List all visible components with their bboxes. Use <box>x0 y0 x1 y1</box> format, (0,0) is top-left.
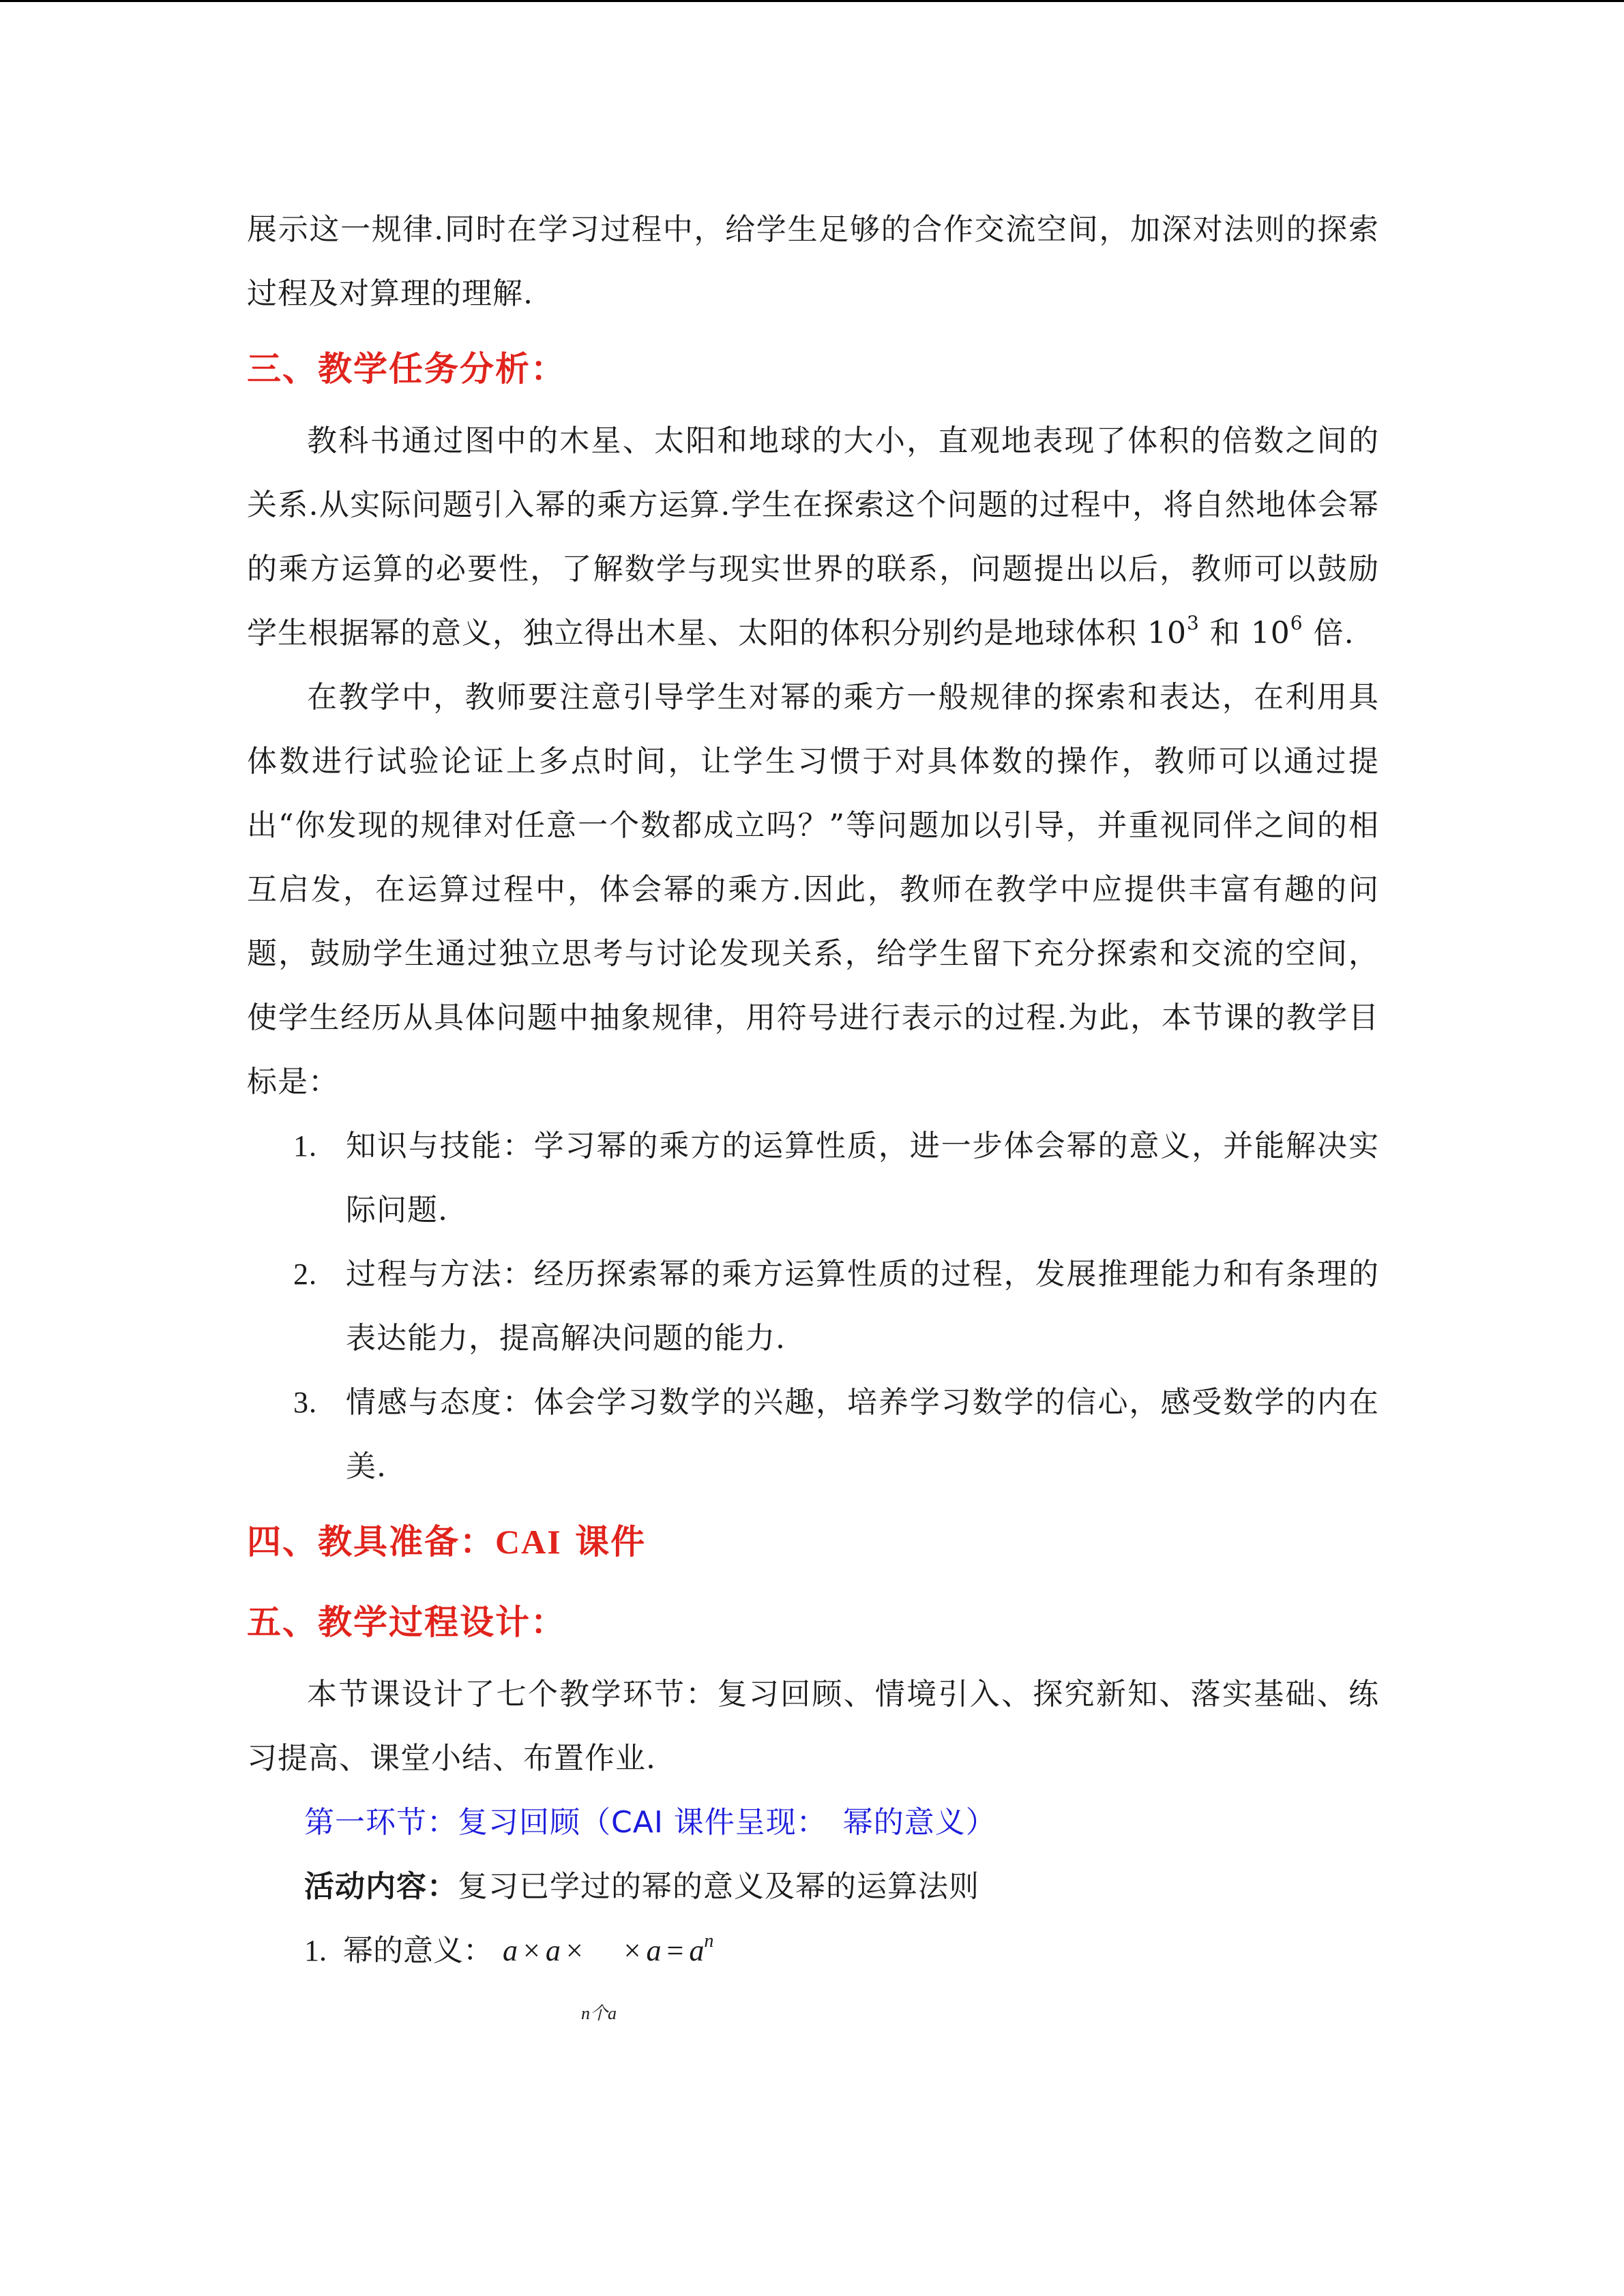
list-item <box>247 1242 1379 1371</box>
math-var: a <box>545 1934 561 1967</box>
heading-text: 课件 <box>561 1522 647 1562</box>
paragraph-text: 倍. <box>1303 616 1355 651</box>
list-item <box>247 1371 1379 1499</box>
power-base: 10 <box>1250 616 1290 651</box>
section-heading-task-analysis: 三、教学任务分析： <box>247 349 566 389</box>
teaching-goals-list <box>247 1114 1379 1499</box>
paragraph-text: 教科书通过图中的木星、太阳和地球的大小，直观地表现了体积的倍数之间的关系.从实际问题引入幂的乘方运算.学生在探索这个问题的过程中，将自然地体会幂的乘方运算的必要性，了解数学与现实世界的联系，问题提出以后，教师可以鼓励学生根据幂的意义，独立得出木星、太阳的体积分别约是地球体积 <box>247 423 1379 651</box>
power-base: 10 <box>1147 616 1187 651</box>
power-definition-formula <box>247 1919 1379 2028</box>
continued-paragraph: 展示这一规律.同时在学习过程中，给学生足够的合作交流空间，加深对法则的探索过程及对算理的理解. <box>247 212 1379 311</box>
math-var: a <box>689 1934 705 1967</box>
top-border-rule <box>0 0 1624 2</box>
stage-one-heading: 第一环节：复习回顾（CAI 课件呈现： 幂的意义） <box>304 1805 996 1840</box>
math-operator: × <box>523 1934 540 1967</box>
document-page <box>247 198 1379 2028</box>
power-exponent: 6 <box>1290 612 1303 635</box>
formula-number: 1. <box>304 1934 327 1967</box>
heading-text: 四、教具准备： <box>247 1522 495 1562</box>
heading-latin-text: CAI <box>495 1523 562 1561</box>
power-exponent: 3 <box>1186 612 1200 635</box>
list-item-number: 3. <box>293 1386 317 1419</box>
list-item <box>247 1114 1379 1242</box>
underbrace-label: n个a <box>581 2003 617 2023</box>
paragraph-text: 和 <box>1199 616 1251 651</box>
math-operator: × <box>565 1934 583 1967</box>
list-item-text: 知识与技能：学习幂的乘方的运算性质，进一步体会幂的意义，并能解决实际问题. <box>346 1129 1379 1227</box>
math-operator: = <box>666 1934 684 1967</box>
activity-label: 活动内容： <box>304 1869 458 1904</box>
activity-text: 复习已学过的幂的意义及幂的运算法则 <box>458 1869 979 1904</box>
section-heading-process-design: 五、教学过程设计： <box>247 1602 566 1642</box>
list-item-text: 过程与方法：经历探索幂的乘方运算性质的过程，发展推理能力和有条理的表达能力，提高解决问题的能力. <box>346 1257 1379 1356</box>
activity-content <box>247 1855 1379 1919</box>
paragraph-seven-stages: 本节课设计了七个教学环节：复习回顾、情境引入、探究新知、落实基础、练习提高、课堂小结、布置作业. <box>247 1677 1379 1776</box>
math-operator: × <box>623 1934 641 1967</box>
math-exponent: n <box>704 1930 714 1952</box>
formula-label: 幂的意义： <box>343 1933 493 1968</box>
list-item-text: 情感与态度：体会学习数学的兴趣，培养学习数学的信心，感受数学的内在美. <box>346 1385 1379 1484</box>
list-item-number: 1. <box>293 1129 317 1163</box>
list-item-number: 2. <box>293 1257 317 1291</box>
math-var: a <box>503 1934 518 1967</box>
formula-expression <box>503 1930 714 1967</box>
math-var: a <box>646 1934 662 1967</box>
section-heading-teaching-aids <box>247 1504 1379 1579</box>
paragraph-teaching-approach: 在教学中，教师要注意引导学生对幂的乘方一般规律的探索和表达，在利用具体数进行试验论证上多点时间，让学生习惯于对具体数的操作，教师可以通过提出“你发现的规律对任意一个数都成立吗？”等问题加以引导，并重视同伴之间的相互启发，在运算过程中，体会幂的乘方.因此，教师在教学中应提供丰富有趣的问题，鼓励学生通过独立思考与讨论发现关系，给学生留下充分探索和交流的空间，使学生经历从具体问题中抽象规律，用符号进行表示的过程.为此，本节课的教学目标是： <box>247 680 1379 1099</box>
paragraph-textbook-intro <box>247 409 1379 666</box>
